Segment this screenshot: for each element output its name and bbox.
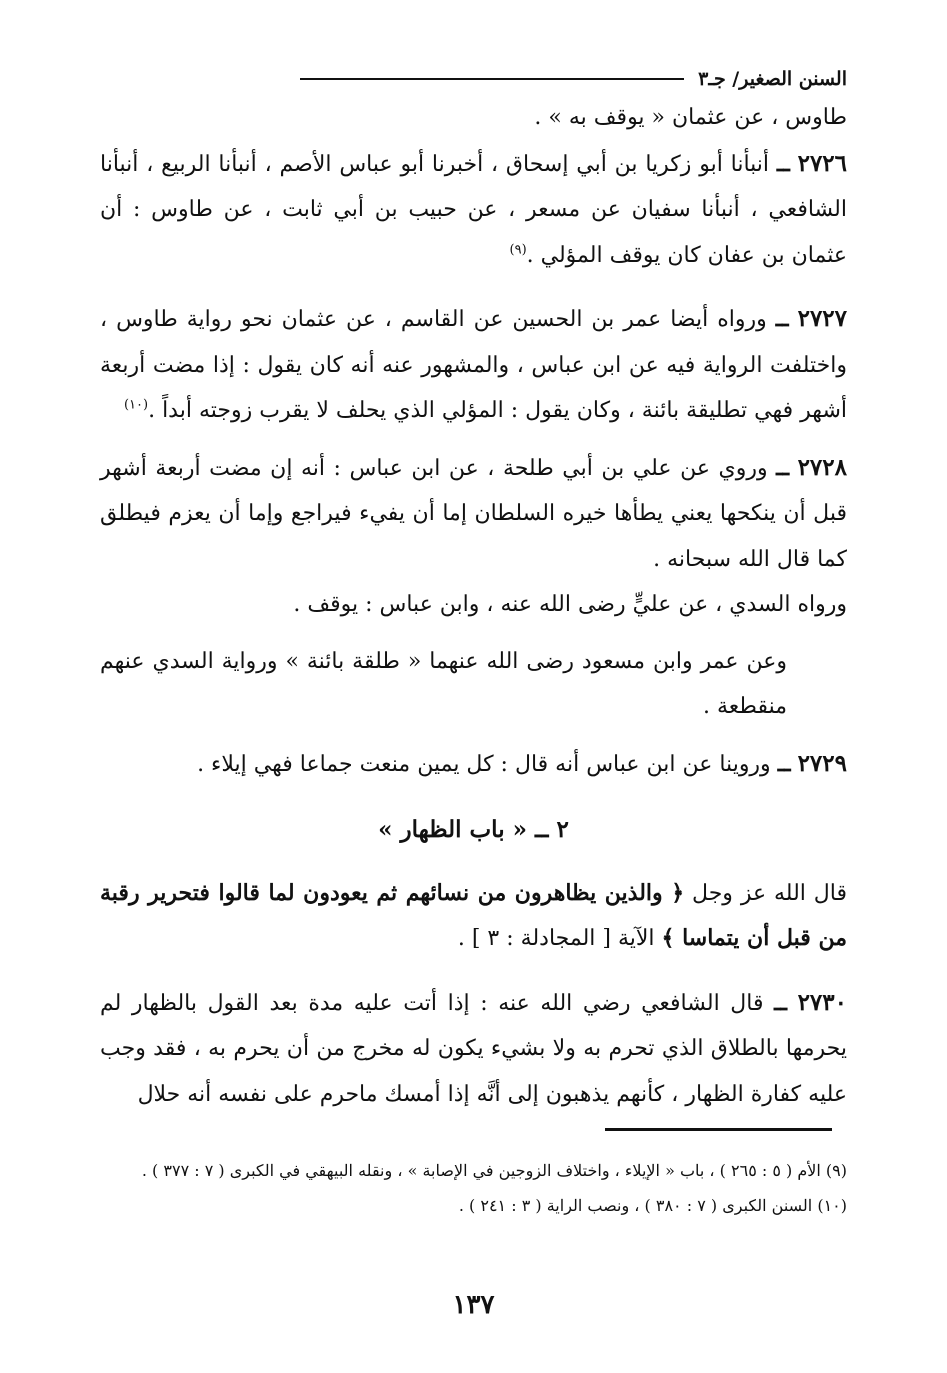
hadith-text: أنبأنا أبو زكريا بن أبي إسحاق ، أخبرنا أبو عباس الأصم ، أنبأنا الربيع ، أنبأنا الشافعي ، أنبأنا سفيان عن مسعر ، عن حبيب بن أبي ثابت ، عن طاوس : أن عثمان بن عفان كان يوقف المؤلي . <box>100 151 847 268</box>
number-dash: ــ <box>774 989 787 1016</box>
hadith-number: ٢٧٣٠ <box>797 988 847 1016</box>
footnote-ref: (٩) <box>509 242 527 258</box>
number-dash: ــ <box>776 454 790 481</box>
number-dash: ــ <box>775 306 789 332</box>
hadith-2729 <box>100 741 847 788</box>
verse-reference: الآية [ المجادلة : ٣ ] . <box>457 926 655 951</box>
footnote-9: (٩) الأم ( ٥ : ٢٦٥ ) ، باب « الإيلاء ، واختلاف الزوجين في الإصابة » ، ونقله البيهقي في الكبرى ( ٧ : ٣٧٧ ) . <box>141 1161 847 1180</box>
hadith-text: وروينا عن ابن عباس أنه قال : كل يمين منعت جماعا فهي إيلاء . <box>197 751 771 777</box>
number-dash: ــ <box>777 750 791 777</box>
page-number: ١٣٧ <box>452 1290 495 1320</box>
footnote-10: (١٠) السنن الكبرى ( ٧ : ٣٨٠ ) ، ونصب الراية ( ٣ : ٢٤١ ) . <box>458 1196 847 1215</box>
umar-paragraph: وعن عمر وابن مسعود رضى الله عنهما « طلقة بائنة » ورواية السدي عنهم منقطعة . <box>100 648 787 719</box>
suddi-paragraph: ورواه السدي ، عن عليٍّ رضى الله عنه ، وابن عباس : يوقف . <box>293 592 847 617</box>
hadith-2728 <box>100 445 847 583</box>
hadith-number: ٢٧٢٧ <box>797 305 848 332</box>
hadith-2726 <box>100 141 847 279</box>
hadith-text: وروي عن علي بن أبي طلحة ، عن ابن عباس : أنه إن مضت أربعة أشهر قبل أن ينكحها يعني يطأها خيره السلطان إما أن يفيء فيراجع وإما أن يعزم فيطلق كما قال الله سبحانه . <box>100 455 847 572</box>
quran-quote: ﴿ والذين يظاهرون من نسائهم ثم يعودون لما قالوا فتحرير رقبة من قبل أن يتماسا ﴾ <box>100 879 847 951</box>
hadith-number: ٢٧٢٦ <box>797 149 848 177</box>
hadith-2727 <box>100 296 847 434</box>
verse-paragraph <box>100 871 847 962</box>
hadith-text: ورواه أيضا عمر بن الحسين عن القاسم ، عن عثمان نحو رواية طاوس ، واختلفت الرواية فيه عن ابن عباس ، والمشهور عنه أنه كان يقول : إذا مضت أربعة أشهر فهي تطليقة بائنة ، وكان يقول : المؤلي الذي يحلف لا يقرب زوجته أبداً . <box>100 307 847 423</box>
footnote-separator <box>605 1128 832 1131</box>
page-header <box>300 62 847 96</box>
main-text <box>100 95 847 1117</box>
verse-intro: قال الله عز وجل <box>692 880 848 906</box>
hadith-2730 <box>100 980 847 1118</box>
hadith-text: قال الشافعي رضي الله عنه : إذا أتت عليه مدة بعد القول بالظهار لم يحرمها بالطلاق الذي تحرم به ولا بشيء يكون له مخرج من أن يحرم به ، فقد وجب عليه كفارة الظهار ، كأنهم يذهبون إلى أنَّه إذا أمسك ماحرم على نفسه أنه حلال <box>100 990 847 1107</box>
hadith-number: ٢٧٢٨ <box>797 453 847 481</box>
continuation-paragraph: طاوس ، عن عثمان « يوقف به » . <box>534 105 847 130</box>
footnote-ref: (١٠) <box>123 397 149 413</box>
header-rule <box>300 78 684 80</box>
running-title: السنن الصغير/ جـ٣ <box>698 68 847 90</box>
footnotes <box>100 1156 847 1226</box>
hadith-number: ٢٧٢٩ <box>797 749 847 777</box>
chapter-heading: ٢ ــ « باب الظهار » <box>378 816 569 843</box>
number-dash: ــ <box>776 150 790 177</box>
